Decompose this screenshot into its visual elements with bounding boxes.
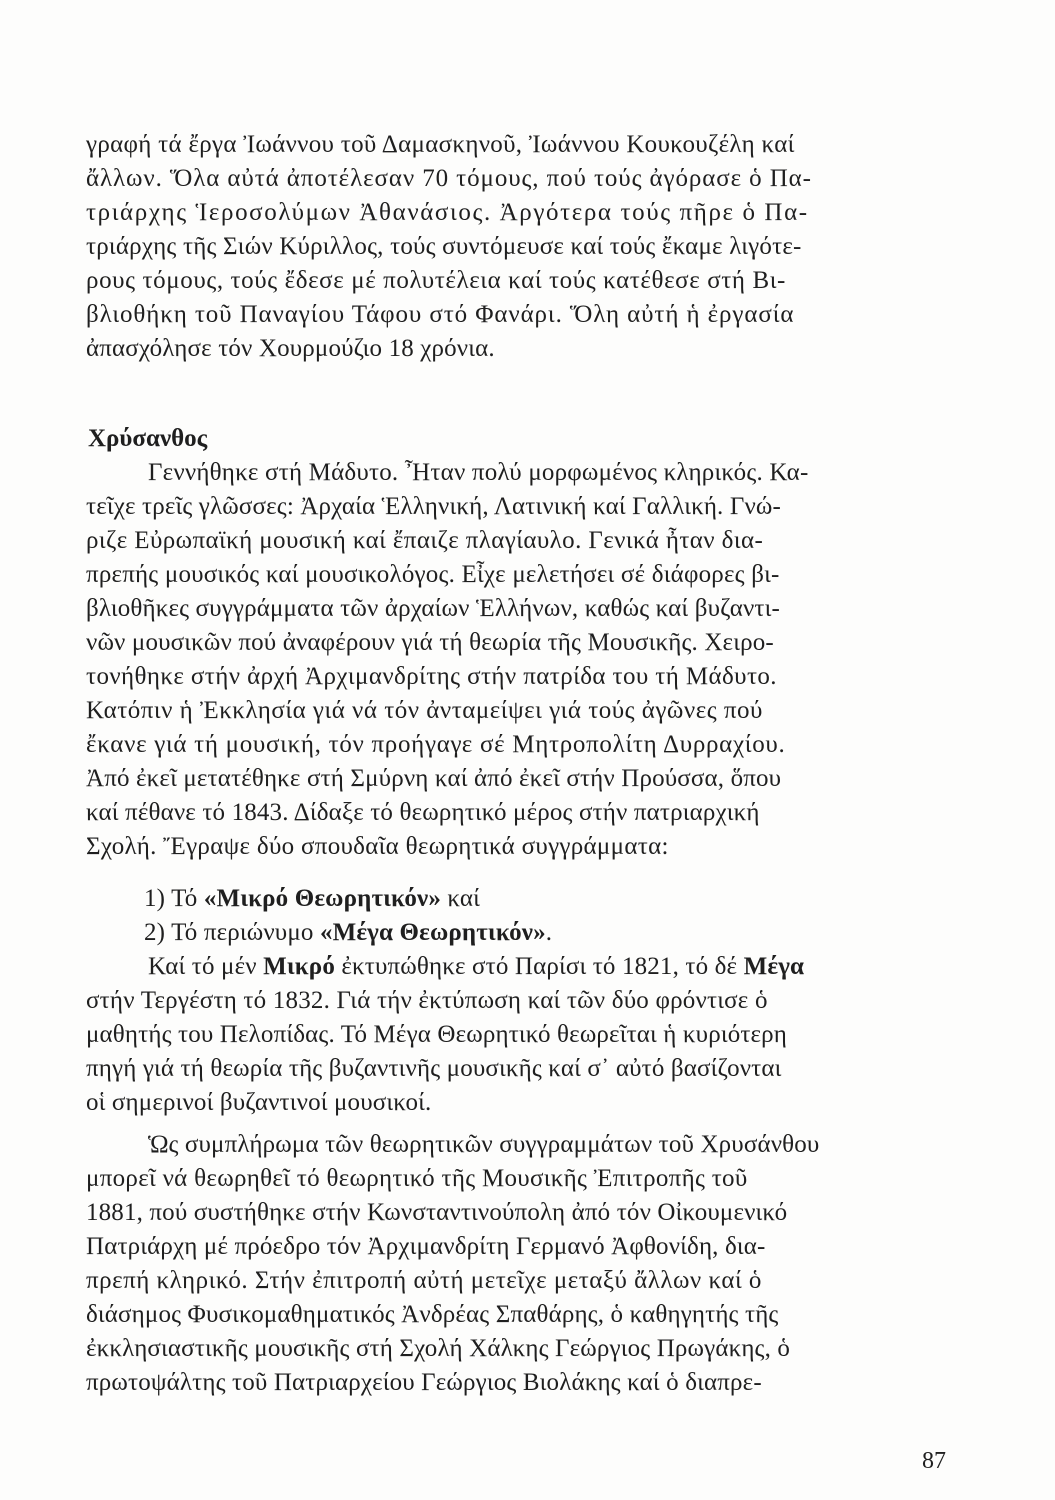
text-line: Γεννήθηκε στή Μάδυτο. Ἦταν πολύ μορφωμένος κληρικός. Κα- (148, 459, 809, 486)
text-line: στήν Τεργέστη τό 1832. Γιά τήν ἐκτύπωση καί τῶν δύο φρόντισε ὁ (86, 987, 768, 1014)
list-item: 1) Τό «Μικρό Θεωρητικόν» καί (144, 885, 481, 912)
text-line: Ἀπό ἐκεῖ μετατέθηκε στή Σμύρνη καί ἀπό ἐκεῖ στήν Προύσσα, ὅπου (86, 765, 782, 792)
text-line: τονήθηκε στήν ἀρχή Ἀρχιμανδρίτης στήν πατρίδα του τή Μάδυτο. (86, 663, 777, 690)
text-line: τριάρχης τῆς Σιών Κύριλλος, τούς συντόμευσε καί τούς ἔκαμε λιγότε- (86, 233, 802, 260)
text-line: διάσημος Φυσικομαθηματικός Ἀνδρέας Σπαθάρης, ὁ καθηγητής τῆς (86, 1301, 779, 1328)
text-line: ριζε Εὐρωπαϊκή μουσική καί ἔπαιζε πλαγίαυλο. Γενικά ἦταν δια- (86, 527, 764, 554)
text-line: πρεπή κληρικό. Στήν ἐπιτροπή αὐτή μετεῖχε μεταξύ ἄλλων καί ὁ (86, 1267, 762, 1294)
text-line: μαθητής του Πελοπίδας. Τό Μέγα Θεωρητικό θεωρεῖται ἡ κυριότερη (86, 1021, 788, 1048)
text-line: τεῖχε τρεῖς γλῶσσες: Ἀρχαία Ἑλληνική, Λατινική καί Γαλλική. Γνώ- (86, 493, 781, 520)
text-line: γραφή τά ἔργα Ἰωάννου τοῦ Δαμασκηνοῦ, Ἰωάννου Κουκουζέλη καί (86, 131, 795, 158)
text-line: νῶν μουσικῶν πού ἀναφέρουν γιά τή θεωρία τῆς Μουσικῆς. Χειρο- (86, 629, 774, 656)
text-line: Σχολή. Ἔγραψε δύο σπουδαῖα θεωρητικά συγγράμματα: (86, 833, 669, 860)
text-line: ἀπασχόλησε τόν Χουρμούζιο 18 χρόνια. (86, 335, 495, 362)
text-line: ἐκκλησιαστικῆς μουσικῆς στή Σχολή Χάλκης Γεώργιος Πρωγάκης, ὁ (86, 1335, 791, 1362)
text-line: πρωτοψάλτης τοῦ Πατριαρχείου Γεώργιος Βιολάκης καί ὁ διαπρε- (86, 1369, 762, 1396)
paragraph-editions (86, 950, 956, 1120)
paragraph-committee (86, 1128, 956, 1400)
text-line: πρεπής μουσικός καί μουσικολόγος. Εἶχε μελετήσει σέ διάφορες βι- (86, 561, 780, 588)
text-line: Κατόπιν ἡ Ἐκκλησία γιά νά τόν ἀνταμείψει γιά τούς ἀγῶνες πού (86, 697, 763, 724)
paragraph-chrysanthos (86, 456, 956, 864)
text-line: καί πέθανε τό 1843. Δίδαξε τό θεωρητικό μέρος στήν πατριαρχική (86, 799, 760, 826)
list-item: 2) Τό περιώνυμο «Μέγα Θεωρητικόν». (144, 919, 553, 946)
text-line: μπορεῖ νά θεωρηθεῖ τό θεωρητικό τῆς Μουσικῆς Ἐπιτροπῆς τοῦ (86, 1165, 748, 1192)
text-line: ἔκανε γιά τή μουσική, τόν προήγαγε σέ Μητροπολίτη Δυρραχίου. (86, 731, 786, 758)
text-line: Ὡς συμπλήρωμα τῶν θεωρητικῶν συγγραμμάτων τοῦ Χρυσάνθου (148, 1131, 820, 1158)
text-line: οἱ σημερινοί βυζαντινοί μουσικοί. (86, 1089, 432, 1116)
text-line: 1881, πού συστήθηκε στήν Κωνσταντινούπολη ἀπό τόν Οἰκουμενικό (86, 1199, 788, 1226)
text-line: πηγή γιά τή θεωρία τῆς βυζαντινῆς μουσικῆς καί σ᾿ αὐτό βασίζονται (86, 1055, 782, 1082)
text-line: τριάρχης Ἱεροσολύμων Ἀθανάσιος. Ἀργότερα τούς πῆρε ὁ Πα- (86, 199, 809, 226)
text-line: ἄλλων. Ὅλα αὐτά ἀποτέλεσαν 70 τόμους, πού τούς ἀγόρασε ὁ Πα- (86, 165, 812, 192)
paragraph-hourmouzios-end (86, 128, 956, 366)
text-line: Πατριάρχη μέ πρόεδρο τόν Ἀρχιμανδρίτη Γερμανό Ἀφθονίδη, δια- (86, 1233, 766, 1260)
text-line: Καί τό μέν Μικρό ἐκτυπώθηκε στό Παρίσι τό 1821, τό δέ Μέγα (148, 953, 805, 980)
works-list (86, 882, 956, 950)
text-line: ρους τόμους, τούς ἔδεσε μέ πολυτέλεια καί τούς κατέθεσε στή Βι- (86, 267, 786, 294)
text-line: βλιοθήκη τοῦ Παναγίου Τάφου στό Φανάρι. Ὅλη αὐτή ἡ ἐργασία (86, 301, 795, 328)
section-heading: Χρύσανθος (88, 425, 208, 452)
text-line: βλιοθῆκες συγγράμματα τῶν ἀρχαίων Ἑλλήνων, καθώς καί βυζαντι- (86, 595, 780, 622)
page-number: 87 (922, 1448, 946, 1474)
